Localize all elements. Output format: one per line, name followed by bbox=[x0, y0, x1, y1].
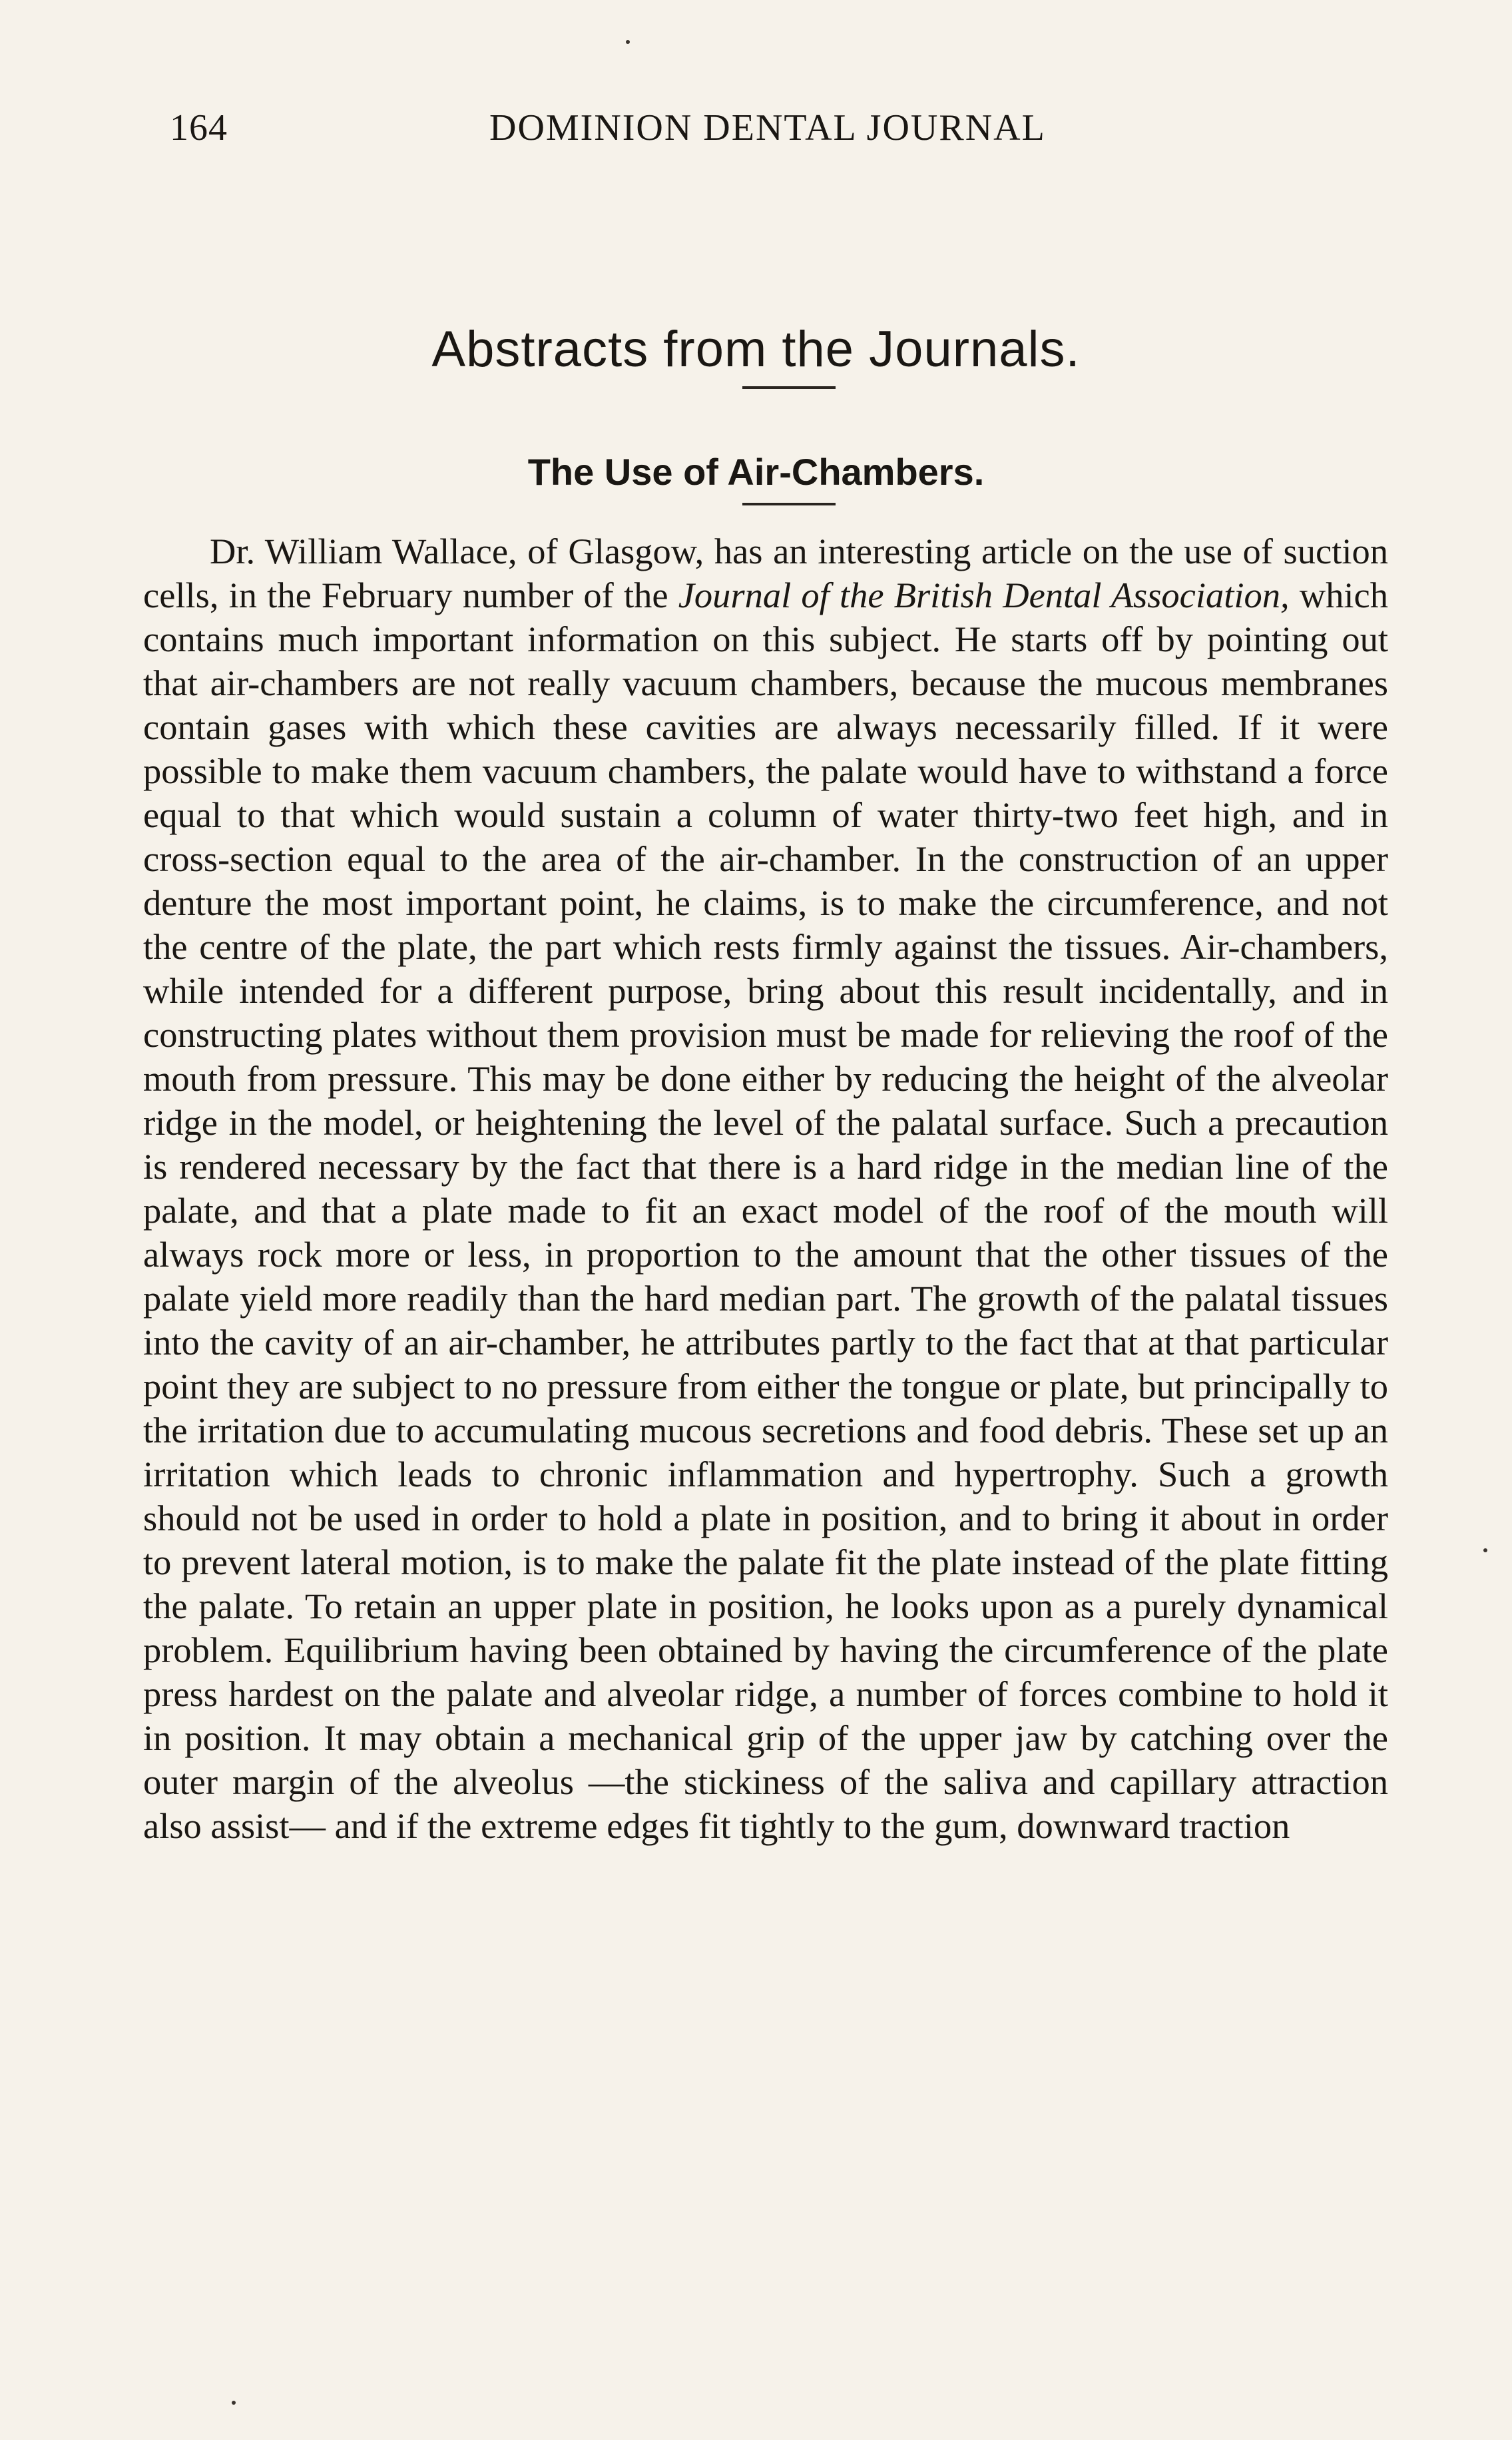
running-head bbox=[170, 107, 1142, 153]
section-title: Abstracts from the Journals. bbox=[431, 320, 1081, 378]
body-text-continuation: which contains much important information on this subject. He starts off by pointing out that air-chambers are not really vacuum chambers, because the mucous membranes contain gases with which these cavities are always necessarily filled. If it were possible to make them vacuum chambers, the palate would have to withstand a force equal to that which would sustain a column of water thirty-two feet high, and in cross-section equal to the area of the air-chamber. In the construction of an upper denture the most important point, he claims, is to make the circumference, and not the centre of the plate, the part which rests firmly against the tissues. Air-chambers, while intended for a different purpose, bring about this result incidentally, and in constructing plates without them provision must be made for relieving the roof of the mouth from pressure. This may be done either by reducing the height of the alveolar ridge in the model, or heightening the level of the palatal surface. Such a precaution is rendered necessary by the fact that there is a hard ridge in the median line of the palate, and that a plate made to fit an exact model of the roof of the mouth will always rock more or less, in proportion to the amount that the other tissues of the palate yield more readily than the hard median part. The growth of the palatal tissues into the cavity of an air-chamber, he attributes partly to the fact that at that particular point they are subject to no pressure from either the tongue or plate, but principally to the irritation due to accumulating mucous secretions and food debris. These set up an irritation which leads to chronic inflammation and hypertrophy. Such a growth should not be used in order to hold a plate in position, and to bring it about in order to prevent lateral motion, is to make the palate fit the plate instead of the plate fitting the palate. To retain an upper plate in position, he looks upon as a purely dynamical problem. Equilibrium having been obtained by having the circumference of the plate press hardest on the palate and alveolar ridge, a number of forces combine to hold it in position. It may obtain a mechanical grip of the upper jaw by catching over the outer margin of the alveolus —the stickiness of the saliva and capillary attraction also assist— and if the extreme edges fit tightly to the gum, downward traction bbox=[143, 575, 1388, 1846]
article-body bbox=[143, 529, 1388, 1848]
body-text-opening: Dr. William Wallace, of Glasgow, has an interesting article on the use of suction cells, in the February number of the bbox=[143, 531, 1388, 615]
print-speck bbox=[1483, 1548, 1487, 1552]
journal-name: DOMINION DENTAL JOURNAL bbox=[489, 107, 1046, 149]
print-speck bbox=[232, 2401, 236, 2405]
cited-journal-title: Journal of the British Dental Association, bbox=[678, 575, 1290, 615]
article-title: The Use of Air-Chambers. bbox=[527, 451, 985, 493]
title-divider-bottom bbox=[742, 503, 836, 505]
page-number: 164 bbox=[170, 107, 228, 149]
title-divider-top bbox=[742, 386, 836, 389]
print-speck bbox=[626, 40, 630, 44]
